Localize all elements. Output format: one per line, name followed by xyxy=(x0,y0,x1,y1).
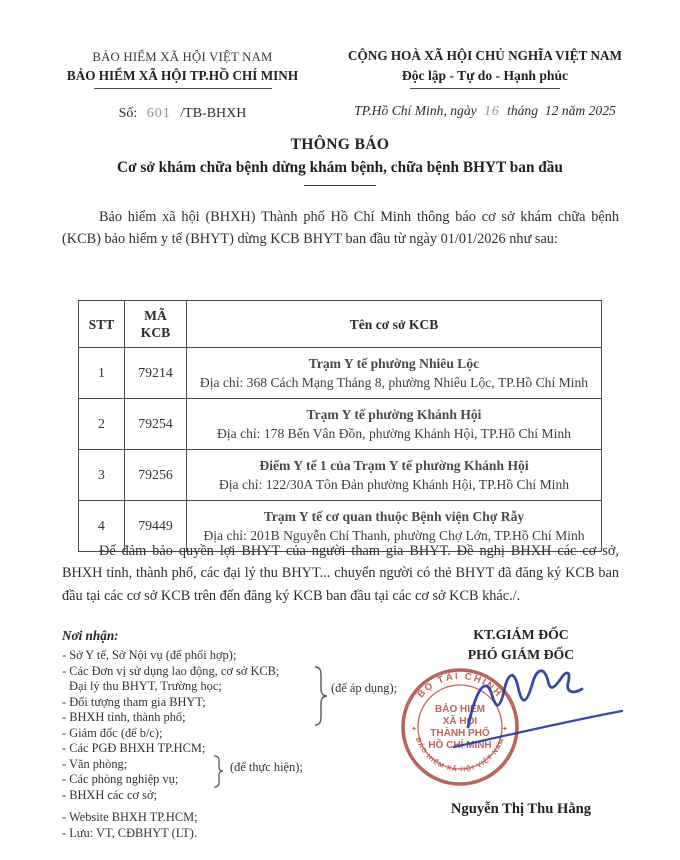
recipient-item: - Các phòng nghiệp vụ; xyxy=(62,772,179,786)
seal-ring-bottom-text: BẢO HIỂM XÃ HỘI VIỆT NAM xyxy=(413,736,507,774)
table-row xyxy=(79,450,602,501)
recipient-item: - Website BHXH TP.HCM; xyxy=(62,810,198,824)
col-header-ma-kcb: MÃ KCB xyxy=(125,301,187,348)
seal-center-line4: HỒ CHÍ MINH xyxy=(428,740,492,751)
handwritten-signature xyxy=(450,659,630,759)
col-header-name: Tên cơ sở KCB xyxy=(187,301,602,348)
recipient-item: - Lưu: VT, CĐBHYT (LT). xyxy=(62,825,197,840)
closing-paragraph: Để đảm bảo quyền lợi BHYT của người tham gia BHYT. Đề nghị BHXH các cơ sở, BHXH tỉnh, thành phố, các đại lý thu BHYT... chuyển người có thẻ BHYT đã đăng ký KCB ban đầu tại các cơ sở KCB trên đến đăng ký KCB ban đầu tại các cơ sở KCB khác./. xyxy=(62,543,619,604)
recipient-item: - Đối tượng tham gia BHYT; xyxy=(62,694,206,709)
seal-ring-top-text: BỘ TÀI CHÍNH xyxy=(415,670,505,701)
signer-name: Nguyễn Thị Thu Hằng xyxy=(450,801,592,817)
doc-number-label: Số: xyxy=(118,106,138,121)
recipient-item: - Văn phòng; xyxy=(62,756,128,771)
col-header-stt: STT xyxy=(79,301,125,348)
issuing-org-block xyxy=(35,50,330,122)
seal-center-line1: BẢO HIỂM xyxy=(435,704,485,715)
doc-number-suffix: /TB-BHXH xyxy=(180,106,247,121)
org-parent-name: BẢO HIỂM XÃ HỘI VIỆT NAM xyxy=(92,50,273,64)
seal-center-line3: THÀNH PHỐ xyxy=(430,728,490,739)
cell-stt: 4 xyxy=(79,501,125,552)
intro-paragraph: Bảo hiểm xã hội (BHXH) Thành phố Hồ Chí Minh thông báo cơ sở khám chữa bệnh (KCB) bảo hiểm y tế (BHYT) dừng KCB BHYT ban đầu từ ngày 01/01/2026 như sau: xyxy=(62,209,619,248)
recipient-item: - Sở Y tế, Sở Nội vụ (để phối hợp); xyxy=(62,648,237,662)
seal-star-left: ✦ xyxy=(411,725,417,733)
facility-name: Trạm Y tế phường Nhiêu Lộc xyxy=(308,356,480,371)
facility-name: Điểm Y tế 1 của Trạm Y tế phường Khánh Hội xyxy=(259,458,529,473)
table-row xyxy=(79,348,602,399)
brace-apply-icon xyxy=(313,665,329,727)
cell-stt: 1 xyxy=(79,348,125,399)
cell-ma-kcb: 79449 xyxy=(125,501,187,552)
place-date-line xyxy=(322,103,648,119)
facility-name: Trạm Y tế phường Khánh Hội xyxy=(306,407,482,422)
cell-ma-kcb: 79256 xyxy=(125,450,187,501)
document-title-block xyxy=(0,136,680,186)
national-motto: Độc lập - Tự do - Hạnh phúc xyxy=(401,68,569,83)
cell-stt: 3 xyxy=(79,450,125,501)
facility-address: Địa chỉ: 178 Bến Vân Đồn, phường Khánh Hội, TP.Hồ Chí Minh xyxy=(217,426,571,441)
motto-underline xyxy=(410,88,560,89)
brace-apply-label: (để áp dụng); xyxy=(331,681,398,695)
national-title: CỘNG HOÀ XÃ HỘI CHỦ NGHĨA VIỆT NAM xyxy=(348,48,622,63)
date-day: 16 xyxy=(484,103,500,118)
brace-execute-label: (để thực hiện); xyxy=(230,760,303,774)
recipients-label: Nơi nhận: xyxy=(62,628,119,643)
recipient-item: Đại lý thu BHYT, Trường học; xyxy=(69,679,222,693)
cell-ma-kcb: 79254 xyxy=(125,399,187,450)
title-divider xyxy=(304,185,376,186)
recipient-item: - Giám đốc (để b/c); xyxy=(62,725,163,740)
facility-address: Địa chỉ: 201B Nguyễn Chí Thanh, phường Chợ Lớn, TP.Hồ Chí Minh xyxy=(203,528,585,543)
facility-address: Địa chỉ: 368 Cách Mạng Tháng 8, phường Nhiêu Lộc, TP.Hồ Chí Minh xyxy=(199,375,589,390)
facility-name: Trạm Y tế cơ quan thuộc Bệnh viện Chợ Rẫy xyxy=(263,509,525,524)
org-underline xyxy=(94,88,272,89)
brace-execute-icon xyxy=(212,755,225,788)
recipient-item: - Các Đơn vị sử dụng lao động, cơ sở KCB; xyxy=(62,663,280,678)
document-subject-title: Cơ sở khám chữa bệnh dừng khám bệnh, chữa bệnh BHYT ban đầu xyxy=(117,159,563,176)
table-header-row xyxy=(79,301,602,348)
table-row xyxy=(79,399,602,450)
cell-stt: 2 xyxy=(79,399,125,450)
recipient-item: - Các PGĐ BHXH TP.HCM; xyxy=(62,741,206,755)
recipient-item: - BHXH tỉnh, thành phố; xyxy=(62,710,186,724)
seal-center-line2: XÃ HỘI xyxy=(442,716,478,727)
seal-star-right: ✦ xyxy=(502,725,508,733)
signer-role-line2: PHÓ GIÁM ĐỐC xyxy=(467,647,575,662)
signer-role-line1: KT.GIÁM ĐỐC xyxy=(473,627,569,642)
cell-facility xyxy=(187,450,602,501)
doc-number-value: 601 xyxy=(146,106,171,121)
recipient-item: - BHXH các cơ sở; xyxy=(62,787,157,802)
facility-address: Địa chỉ: 122/30A Tôn Đản phường Khánh Hội, TP.Hồ Chí Minh xyxy=(218,477,570,492)
date-suffix: tháng 12 năm 2025 xyxy=(507,103,616,118)
cell-facility xyxy=(187,399,602,450)
org-name: BẢO HIỂM XÃ HỘI TP.HỒ CHÍ MINH xyxy=(66,68,299,83)
cell-facility xyxy=(187,348,602,399)
national-motto-block xyxy=(322,48,648,119)
document-type-title: THÔNG BÁO xyxy=(290,136,390,153)
date-prefix: TP.Hồ Chí Minh, ngày xyxy=(354,103,477,118)
cell-ma-kcb: 79214 xyxy=(125,348,187,399)
kcb-table xyxy=(78,300,602,552)
document-number xyxy=(35,106,330,122)
signature-block xyxy=(390,625,652,817)
